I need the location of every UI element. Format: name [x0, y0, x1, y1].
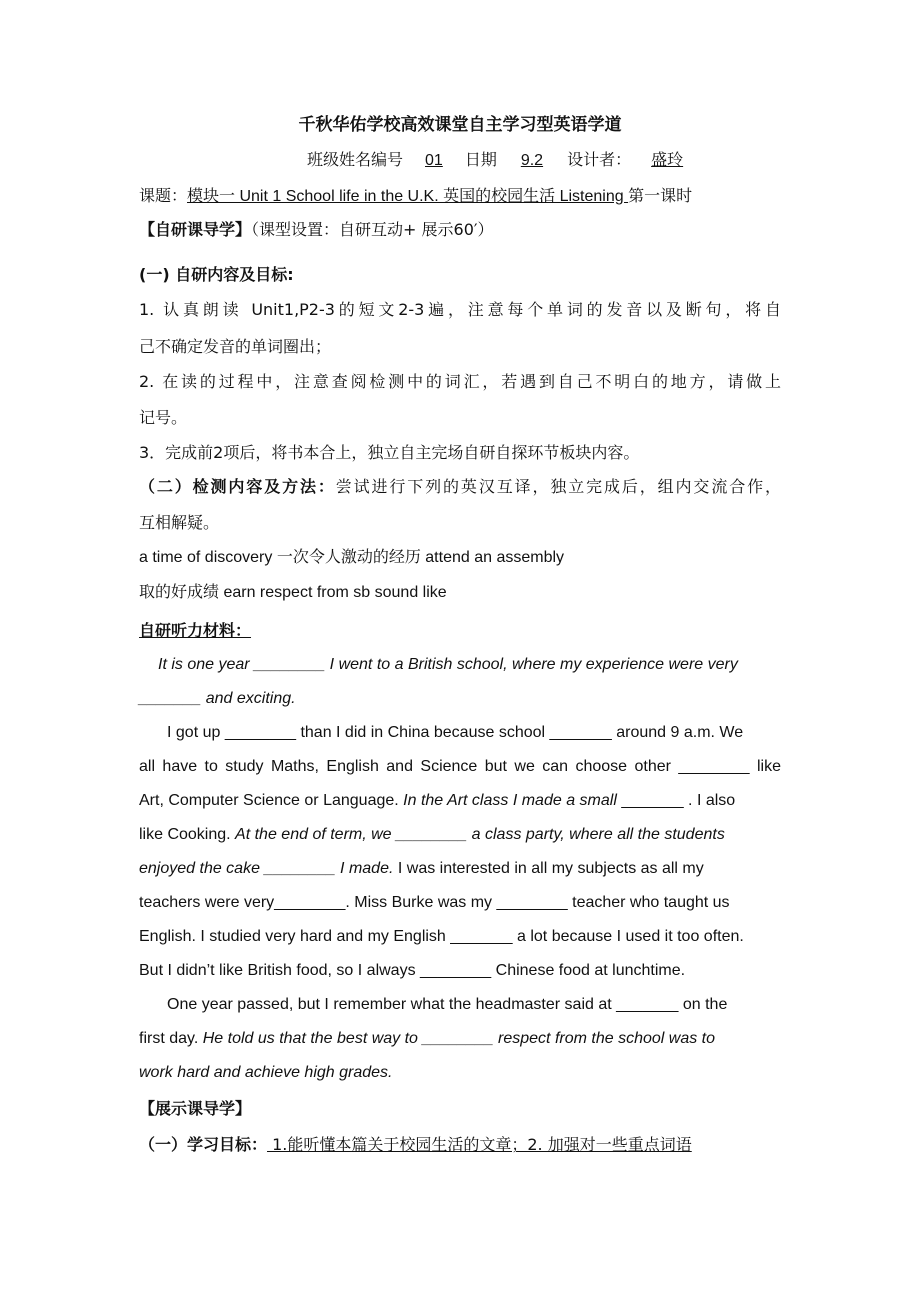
vocab-line1: a time of discovery 一次令人激动的经历 attend an assembly [139, 549, 565, 566]
section1-heading: (一) 自研内容及目标: [139, 265, 294, 284]
section2-text: 尝试进行下列的英汉互译，独立完成后，组内交流合作， [335, 477, 781, 496]
learning-goals-line [139, 1134, 781, 1156]
passage-p2-line2: all have to study Maths, English and Science but we can choose other ________ like [139, 758, 781, 775]
item1-line2: 己不确定发音的单词圈出； [139, 337, 332, 356]
listening-heading: 自研听力材料： [139, 621, 252, 640]
passage-p2-line8: But I didn’t like British food, so I always ________ Chinese food at lunchtime. [139, 962, 686, 979]
section2-line2: 互相解疑。 [139, 513, 220, 532]
display-heading: 【展示课导学】 [139, 1099, 252, 1118]
date-value: 9.2 [520, 152, 544, 169]
self-study-heading: 【自研课导学】 [139, 220, 252, 239]
vocab-line2: 取的好成绩 earn respect from sb sound like [139, 584, 447, 601]
item2-line2: 记号。 [139, 408, 188, 427]
section2-line1 [139, 476, 781, 498]
passage-p1-line2: _______ and exciting. [139, 690, 296, 707]
learning-goals-text: 1.能听懂本篇关于校园生活的文章；2. 加强对一些重点词语 [267, 1135, 692, 1154]
p2-l3-c: _______ . I also [616, 792, 736, 809]
passage-p3-line3: work hard and achieve high grades. [139, 1064, 393, 1081]
info-line [307, 149, 697, 172]
topic-suffix: 第一课时 [628, 186, 693, 205]
item1-line1: 1. 认真朗读 Unit1,P2-3的短文2-3遍，注意每个单词的发音以及断句，将自 [139, 300, 781, 319]
passage-p3-line2 [139, 1028, 781, 1050]
item3: 3．完成前2项后，将书本合上，独立自主完场自研自探环节板块内容。 [139, 443, 640, 462]
page-title: 千秋华佑学校高效课堂自主学习型英语学道 [298, 115, 622, 135]
self-study-line [139, 219, 781, 241]
p2-l3-a: Art, Computer Science or Language. [139, 792, 404, 809]
passage-p2-line3 [139, 790, 781, 812]
date-label: 日期 [464, 150, 497, 169]
p2-l5-a: enjoyed the cake ________ I made. [139, 860, 394, 877]
passage-p2-line7: English. I studied very hard and my English _______ a lot because I used it too often. [139, 928, 744, 945]
class-number: 01 [425, 152, 443, 169]
passage-p2-line5 [139, 858, 781, 880]
section2-heading: （二）检测内容及方法： [139, 477, 336, 496]
class-label: 班级姓名编号 [307, 150, 404, 169]
passage-p3-line1: One year passed, but I remember what the headmaster said at _______ on the [167, 996, 728, 1013]
p3-l2-b: He told us that the best way to ________ respect from the school was to [202, 1030, 716, 1047]
topic-label: 课题： [139, 186, 188, 205]
p2-l4-a: like Cooking. [139, 826, 236, 843]
item2-line1: 2. 在读的过程中，注意查阅检测中的词汇，若遇到自己不明白的地方，请做上 [139, 372, 781, 391]
p2-l3-b: In the Art class I made a small [403, 792, 617, 809]
topic-text: 模块一 Unit 1 School life in the U.K. 英国的校园生活 Listening [187, 188, 629, 205]
self-study-note: （课型设置：自研互动+ 展示60′） [251, 220, 494, 239]
p3-l2-a: first day. [139, 1030, 203, 1047]
passage-p2-line6: teachers were very________. Miss Burke was my ________ teacher who taught us [139, 894, 730, 911]
topic-line [139, 185, 781, 208]
p2-l5-b: I was interested in all my subjects as all my [393, 860, 704, 877]
passage-p1-line1: It is one year ________ I went to a British school, where my experience were very [158, 656, 738, 673]
passage-p2-line1: I got up ________ than I did in China because school _______ around 9 a.m. We [167, 724, 744, 741]
passage-p2-line4 [139, 824, 781, 846]
learning-goals-label: （一）学习目标： [139, 1135, 268, 1154]
designer-label: 设计者： [567, 150, 632, 169]
designer-name: 盛玲 [651, 150, 684, 169]
p2-l4-b: At the end of term, we ________ a class party, where all the students [235, 826, 725, 843]
